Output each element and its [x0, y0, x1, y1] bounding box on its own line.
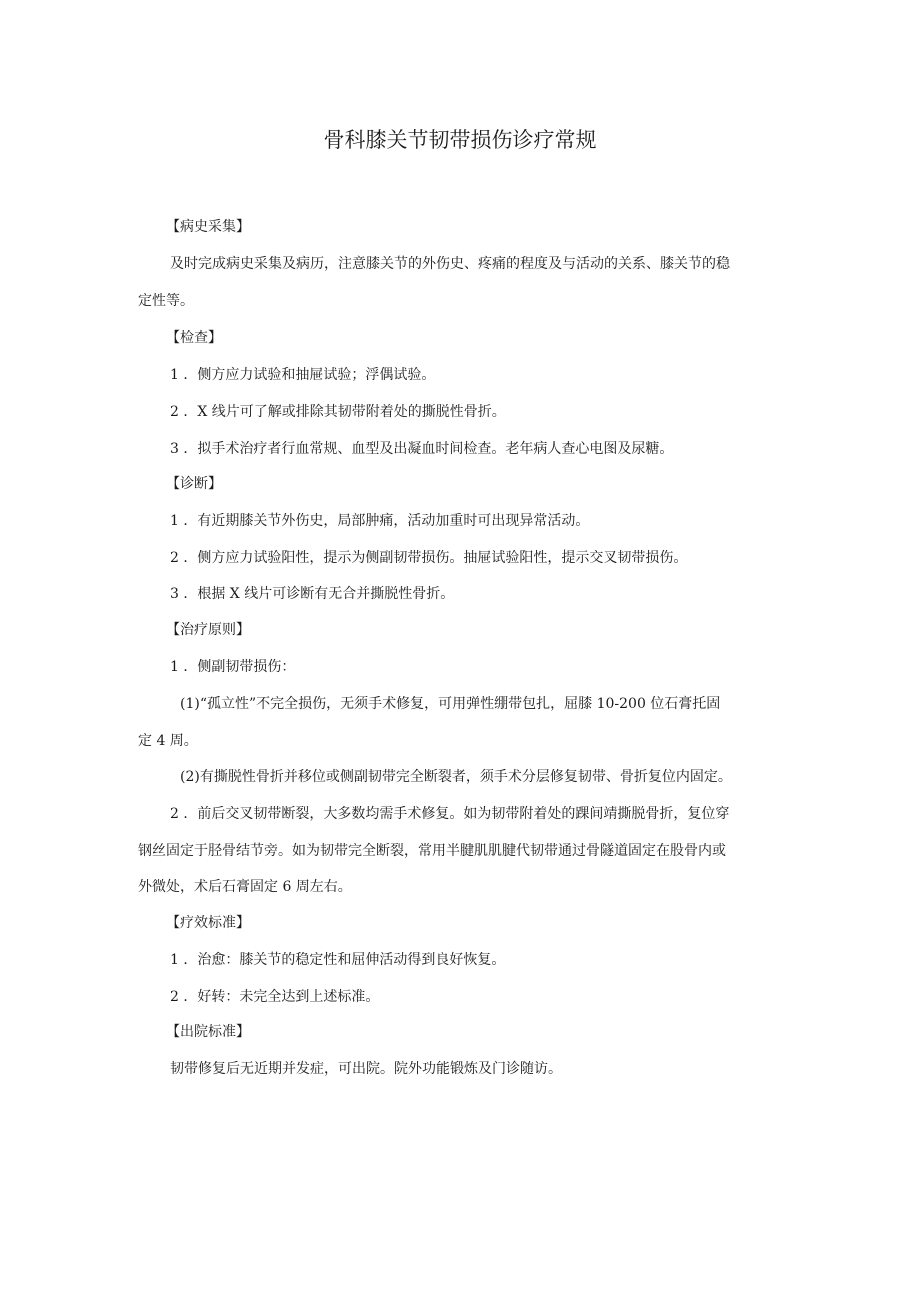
- discharge-paragraph: 韧带修复后无近期并发症，可出院。院外功能锻炼及门诊随访。: [170, 1061, 562, 1077]
- heading-exam: 【检查】: [166, 330, 222, 346]
- heading-history: 【病史采集】: [166, 219, 250, 235]
- treatment-sub-1-line-2: 定 4 周。: [138, 733, 198, 749]
- treatment-item-2-line-2: 钢丝固定于胫骨结节旁。如为韧带完全断裂，常用半腱肌肌腱代韧带通过骨隧道固定在股骨内或: [138, 843, 726, 859]
- treatment-item-1: 1 ．侧副韧带损伤：: [170, 659, 296, 675]
- heading-diagnosis: 【诊断】: [166, 476, 222, 492]
- treatment-sub-1-line-1: (1)“孤立性”不完全损伤，无须手术修复，可用弹性绷带包扎，屈膝 10-200 位石膏托固: [180, 696, 721, 712]
- diagnosis-item-1: 1 ．有近期膝关节外伤史，局部肿痛，活动加重时可出现异常活动。: [170, 513, 590, 529]
- history-paragraph-line-2: 定性等。: [138, 293, 194, 309]
- treatment-item-2-line-1: 2 ．前后交叉韧带断裂，大多数均需手术修复。如为韧带附着处的踝间靖撕脱骨折，复位穿: [170, 806, 730, 822]
- treatment-item-2-line-3: 外微处，术后石膏固定 6 周左右。: [138, 879, 352, 895]
- exam-item-1: 1 ．侧方应力试验和抽屉试验；浮偶试验。: [170, 367, 436, 383]
- heading-efficacy: 【疗效标准】: [166, 915, 250, 931]
- diagnosis-item-3: 3 ．根据 X 线片可诊断有无合并撕脱性骨折。: [170, 586, 455, 602]
- efficacy-item-2: 2 ．好转：未完全达到上述标准。: [170, 989, 380, 1005]
- treatment-sub-2: (2)有撕脱性骨折并移位或侧副韧带完全断裂者，须手术分层修复韧带、骨折复位内固定。: [180, 769, 732, 785]
- heading-discharge: 【出院标准】: [166, 1024, 250, 1040]
- document-title: 骨科膝关节韧带损伤诊疗常规: [323, 128, 597, 152]
- exam-item-2: 2 ．X 线片可了解或排除其韧带附着处的撕脱性骨折。: [170, 404, 506, 420]
- history-paragraph-line-1: 及时完成病史采集及病历，注意膝关节的外伤史、疼痛的程度及与活动的关系、膝关节的稳: [170, 256, 730, 272]
- exam-item-3: 3 ．拟手术治疗者行血常规、血型及出凝血时间检查。老年病人查心电图及尿糖。: [170, 441, 674, 457]
- diagnosis-item-2: 2 ．侧方应力试验阳性，提示为侧副韧带损伤。抽屉试验阳性，提示交叉韧带损伤。: [170, 550, 688, 566]
- efficacy-item-1: 1 ．治愈：膝关节的稳定性和屈伸活动得到良好恢复。: [170, 952, 506, 968]
- heading-treatment: 【治疗原则】: [166, 622, 250, 638]
